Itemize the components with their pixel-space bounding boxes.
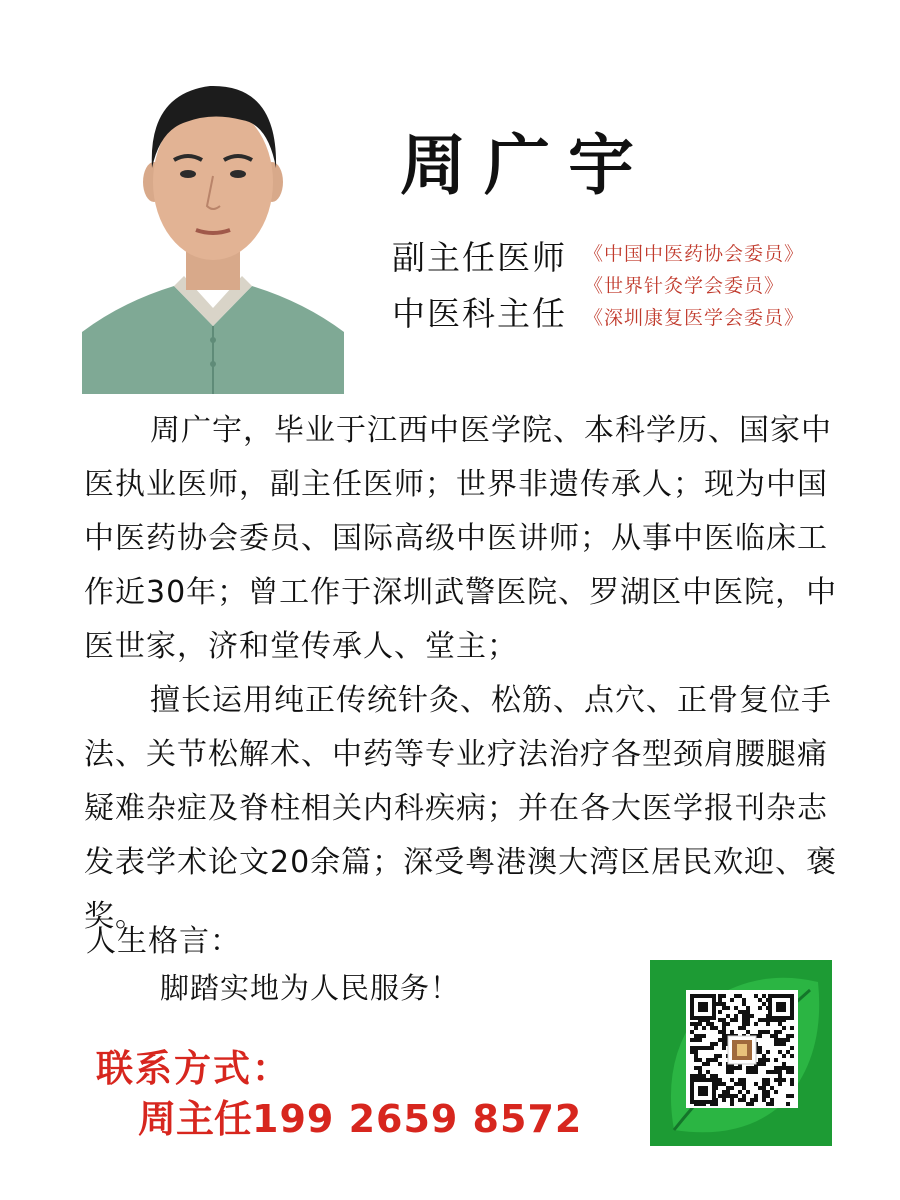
- motto-label: 人生格言：: [86, 924, 241, 959]
- membership-list: [584, 238, 804, 334]
- bio-paragraph: 周广宇，毕业于江西中医学院、本科学历、国家中医执业医师，副主任医师；世界非遗传承人；现为中国中医药协会委员、国际高级中医讲师；从事中医临床工作近30年；曾工作于深圳武警医院、罗湖区中医院，中医世家，济和堂传承人、堂主；: [84, 413, 838, 664]
- contact-person: 周主任: [138, 1097, 253, 1141]
- qr-code[interactable]: [650, 960, 832, 1146]
- phone-number[interactable]: 199 2659 8572: [252, 1097, 583, 1141]
- contact-line: [138, 1088, 582, 1143]
- membership-item: 《中国中医药协会委员》: [584, 243, 805, 265]
- bio-paragraph: 擅长运用纯正传统针灸、松筋、点穴、正骨复位手法、关节松解术、中药等专业疗法治疗各型颈肩腰腿痛疑难杂症及脊柱相关内科疾病；并在各大医学报刊杂志发表学术论文20余篇；深受粤港澳大湾区居民欢迎、褒奖。: [84, 683, 838, 934]
- doctor-name: 周广宇: [400, 126, 652, 204]
- qr-code-icon: [650, 960, 832, 1146]
- membership-item: 《世界针灸学会委员》: [584, 275, 785, 297]
- portrait-illustration: [82, 64, 344, 394]
- motto-text: 脚踏实地为人民服务！: [160, 971, 461, 1005]
- title-deputy-chief-physician: 副主任医师: [392, 238, 567, 277]
- contact-label: 联系方式：: [96, 1047, 291, 1090]
- title-list: [392, 236, 567, 336]
- biography: [84, 404, 844, 944]
- title-department-director: 中医科主任: [392, 294, 567, 333]
- membership-item: 《深圳康复医学会委员》: [584, 307, 805, 329]
- doctor-portrait: [82, 64, 344, 394]
